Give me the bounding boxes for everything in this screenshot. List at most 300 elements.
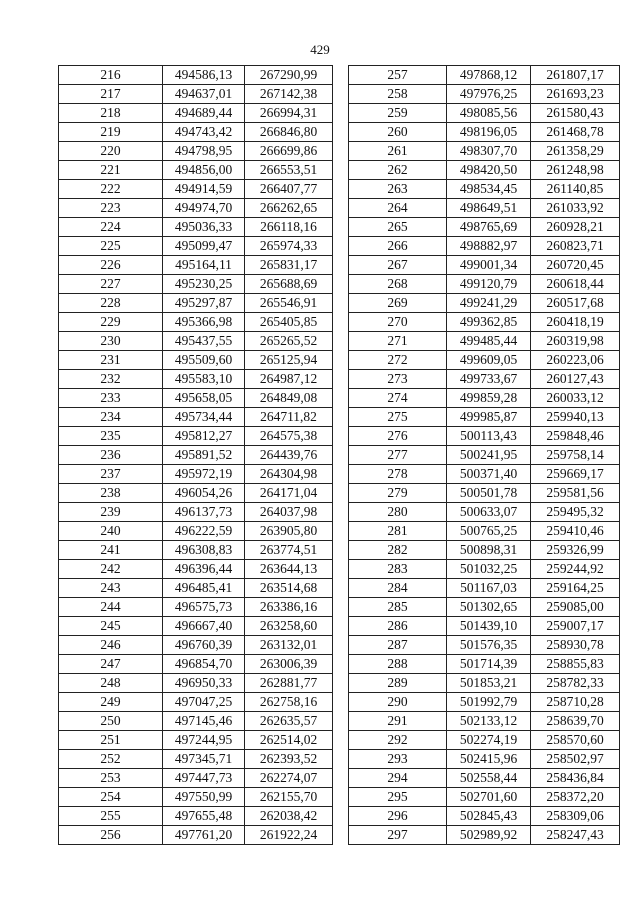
table-row <box>59 617 333 636</box>
x-coordinate-cell: 494914,59 <box>163 180 245 199</box>
x-coordinate-cell: 500371,40 <box>447 465 531 484</box>
point-number-cell: 282 <box>349 541 447 560</box>
table-row <box>349 617 620 636</box>
table-row <box>59 693 333 712</box>
y-coordinate-cell: 259940,13 <box>531 408 620 427</box>
point-number-cell: 255 <box>59 807 163 826</box>
x-coordinate-cell: 498420,50 <box>447 161 531 180</box>
x-coordinate-cell: 495583,10 <box>163 370 245 389</box>
point-number-cell: 259 <box>349 104 447 123</box>
table-row <box>349 636 620 655</box>
table-row <box>349 85 620 104</box>
x-coordinate-cell: 502701,60 <box>447 788 531 807</box>
x-coordinate-cell: 497761,20 <box>163 826 245 845</box>
table-row <box>59 598 333 617</box>
point-number-cell: 272 <box>349 351 447 370</box>
table-row <box>349 275 620 294</box>
table-row <box>349 256 620 275</box>
point-number-cell: 276 <box>349 427 447 446</box>
point-number-cell: 247 <box>59 655 163 674</box>
y-coordinate-cell: 264037,98 <box>245 503 333 522</box>
y-coordinate-cell: 262274,07 <box>245 769 333 788</box>
point-number-cell: 263 <box>349 180 447 199</box>
table-row <box>349 807 620 826</box>
table-row <box>349 408 620 427</box>
point-number-cell: 273 <box>349 370 447 389</box>
y-coordinate-cell: 259164,25 <box>531 579 620 598</box>
table-row <box>59 66 333 85</box>
y-coordinate-cell: 260823,71 <box>531 237 620 256</box>
x-coordinate-cell: 495891,52 <box>163 446 245 465</box>
table-row <box>59 636 333 655</box>
point-number-cell: 293 <box>349 750 447 769</box>
y-coordinate-cell: 261468,78 <box>531 123 620 142</box>
y-coordinate-cell: 264304,98 <box>245 465 333 484</box>
table-row <box>349 731 620 750</box>
table-row <box>59 427 333 446</box>
x-coordinate-cell: 498196,05 <box>447 123 531 142</box>
point-number-cell: 216 <box>59 66 163 85</box>
table-row <box>349 142 620 161</box>
y-coordinate-cell: 265546,91 <box>245 294 333 313</box>
x-coordinate-cell: 495164,11 <box>163 256 245 275</box>
x-coordinate-cell: 501032,25 <box>447 560 531 579</box>
y-coordinate-cell: 260319,98 <box>531 332 620 351</box>
y-coordinate-cell: 261807,17 <box>531 66 620 85</box>
point-number-cell: 280 <box>349 503 447 522</box>
y-coordinate-cell: 259495,32 <box>531 503 620 522</box>
y-coordinate-cell: 262758,16 <box>245 693 333 712</box>
point-number-cell: 260 <box>349 123 447 142</box>
point-number-cell: 284 <box>349 579 447 598</box>
table-row <box>59 199 333 218</box>
y-coordinate-cell: 263386,16 <box>245 598 333 617</box>
x-coordinate-cell: 496485,41 <box>163 579 245 598</box>
y-coordinate-cell: 264987,12 <box>245 370 333 389</box>
point-number-cell: 296 <box>349 807 447 826</box>
y-coordinate-cell: 263905,80 <box>245 522 333 541</box>
table-row <box>59 655 333 674</box>
x-coordinate-cell: 496950,33 <box>163 674 245 693</box>
y-coordinate-cell: 259326,99 <box>531 541 620 560</box>
point-number-cell: 230 <box>59 332 163 351</box>
x-coordinate-cell: 497550,99 <box>163 788 245 807</box>
y-coordinate-cell: 259581,56 <box>531 484 620 503</box>
y-coordinate-cell: 260928,21 <box>531 218 620 237</box>
y-coordinate-cell: 264439,76 <box>245 446 333 465</box>
table-row <box>59 294 333 313</box>
x-coordinate-cell: 498307,70 <box>447 142 531 161</box>
point-number-cell: 268 <box>349 275 447 294</box>
x-coordinate-cell: 497976,25 <box>447 85 531 104</box>
y-coordinate-cell: 266553,51 <box>245 161 333 180</box>
x-coordinate-cell: 494856,00 <box>163 161 245 180</box>
y-coordinate-cell: 263132,01 <box>245 636 333 655</box>
table-row <box>349 693 620 712</box>
point-number-cell: 288 <box>349 655 447 674</box>
x-coordinate-cell: 499609,05 <box>447 351 531 370</box>
point-number-cell: 233 <box>59 389 163 408</box>
point-number-cell: 261 <box>349 142 447 161</box>
x-coordinate-cell: 499241,29 <box>447 294 531 313</box>
point-number-cell: 295 <box>349 788 447 807</box>
page-number: 429 <box>310 42 330 57</box>
point-number-cell: 218 <box>59 104 163 123</box>
x-coordinate-cell: 502989,92 <box>447 826 531 845</box>
point-number-cell: 277 <box>349 446 447 465</box>
table-row <box>349 123 620 142</box>
y-coordinate-cell: 267290,99 <box>245 66 333 85</box>
y-coordinate-cell: 265265,52 <box>245 332 333 351</box>
x-coordinate-cell: 499985,87 <box>447 408 531 427</box>
table-row <box>59 826 333 845</box>
point-number-cell: 278 <box>349 465 447 484</box>
x-coordinate-cell: 495437,55 <box>163 332 245 351</box>
table-row <box>349 769 620 788</box>
y-coordinate-cell: 265831,17 <box>245 256 333 275</box>
x-coordinate-cell: 495658,05 <box>163 389 245 408</box>
x-coordinate-cell: 495812,27 <box>163 427 245 446</box>
x-coordinate-cell: 501167,03 <box>447 579 531 598</box>
table-row <box>59 313 333 332</box>
table-row <box>59 180 333 199</box>
table-row <box>59 788 333 807</box>
y-coordinate-cell: 263514,68 <box>245 579 333 598</box>
y-coordinate-cell: 258710,28 <box>531 693 620 712</box>
y-coordinate-cell: 261580,43 <box>531 104 620 123</box>
table-row <box>349 598 620 617</box>
point-number-cell: 258 <box>349 85 447 104</box>
point-number-cell: 227 <box>59 275 163 294</box>
x-coordinate-cell: 495230,25 <box>163 275 245 294</box>
y-coordinate-cell: 266262,65 <box>245 199 333 218</box>
x-coordinate-cell: 497047,25 <box>163 693 245 712</box>
table-row <box>349 674 620 693</box>
x-coordinate-cell: 496222,59 <box>163 522 245 541</box>
table-row <box>59 256 333 275</box>
x-coordinate-cell: 495297,87 <box>163 294 245 313</box>
point-number-cell: 257 <box>349 66 447 85</box>
y-coordinate-cell: 264575,38 <box>245 427 333 446</box>
y-coordinate-cell: 261693,23 <box>531 85 620 104</box>
x-coordinate-cell: 497145,46 <box>163 712 245 731</box>
point-number-cell: 275 <box>349 408 447 427</box>
y-coordinate-cell: 259007,17 <box>531 617 620 636</box>
x-coordinate-cell: 497868,12 <box>447 66 531 85</box>
point-number-cell: 245 <box>59 617 163 636</box>
table-row <box>59 370 333 389</box>
y-coordinate-cell: 261033,92 <box>531 199 620 218</box>
point-number-cell: 225 <box>59 237 163 256</box>
x-coordinate-cell: 501853,21 <box>447 674 531 693</box>
table-row <box>349 712 620 731</box>
point-number-cell: 244 <box>59 598 163 617</box>
table-row <box>59 218 333 237</box>
x-coordinate-cell: 495509,60 <box>163 351 245 370</box>
y-coordinate-cell: 265125,94 <box>245 351 333 370</box>
table-row <box>59 731 333 750</box>
x-coordinate-cell: 500633,07 <box>447 503 531 522</box>
point-number-cell: 292 <box>349 731 447 750</box>
table-row <box>59 465 333 484</box>
table-row <box>349 104 620 123</box>
x-coordinate-cell: 494689,44 <box>163 104 245 123</box>
point-number-cell: 269 <box>349 294 447 313</box>
x-coordinate-cell: 494743,42 <box>163 123 245 142</box>
y-coordinate-cell: 262514,02 <box>245 731 333 750</box>
x-coordinate-cell: 495366,98 <box>163 313 245 332</box>
y-coordinate-cell: 260127,43 <box>531 370 620 389</box>
point-number-cell: 236 <box>59 446 163 465</box>
x-coordinate-cell: 502558,44 <box>447 769 531 788</box>
x-coordinate-cell: 495036,33 <box>163 218 245 237</box>
y-coordinate-cell: 258570,60 <box>531 731 620 750</box>
x-coordinate-cell: 494586,13 <box>163 66 245 85</box>
y-coordinate-cell: 258309,06 <box>531 807 620 826</box>
y-coordinate-cell: 263258,60 <box>245 617 333 636</box>
x-coordinate-cell: 502845,43 <box>447 807 531 826</box>
point-number-cell: 237 <box>59 465 163 484</box>
y-coordinate-cell: 265688,69 <box>245 275 333 294</box>
point-number-cell: 229 <box>59 313 163 332</box>
point-number-cell: 291 <box>349 712 447 731</box>
y-coordinate-cell: 261358,29 <box>531 142 620 161</box>
x-coordinate-cell: 497345,71 <box>163 750 245 769</box>
y-coordinate-cell: 263774,51 <box>245 541 333 560</box>
point-number-cell: 226 <box>59 256 163 275</box>
point-number-cell: 267 <box>349 256 447 275</box>
point-number-cell: 251 <box>59 731 163 750</box>
table-row <box>59 579 333 598</box>
table-row <box>59 123 333 142</box>
point-number-cell: 234 <box>59 408 163 427</box>
table-row <box>349 427 620 446</box>
table-row <box>349 294 620 313</box>
table-row <box>59 85 333 104</box>
x-coordinate-cell: 498882,97 <box>447 237 531 256</box>
point-number-cell: 297 <box>349 826 447 845</box>
point-number-cell: 222 <box>59 180 163 199</box>
point-number-cell: 242 <box>59 560 163 579</box>
x-coordinate-cell: 499733,67 <box>447 370 531 389</box>
y-coordinate-cell: 262038,42 <box>245 807 333 826</box>
point-number-cell: 265 <box>349 218 447 237</box>
x-coordinate-cell: 497244,95 <box>163 731 245 750</box>
y-coordinate-cell: 260418,19 <box>531 313 620 332</box>
point-number-cell: 287 <box>349 636 447 655</box>
point-number-cell: 262 <box>349 161 447 180</box>
x-coordinate-cell: 497655,48 <box>163 807 245 826</box>
x-coordinate-cell: 495099,47 <box>163 237 245 256</box>
y-coordinate-cell: 265405,85 <box>245 313 333 332</box>
x-coordinate-cell: 498534,45 <box>447 180 531 199</box>
y-coordinate-cell: 258782,33 <box>531 674 620 693</box>
point-number-cell: 274 <box>349 389 447 408</box>
x-coordinate-cell: 500765,25 <box>447 522 531 541</box>
point-number-cell: 270 <box>349 313 447 332</box>
x-coordinate-cell: 498765,69 <box>447 218 531 237</box>
point-number-cell: 246 <box>59 636 163 655</box>
table-row <box>59 807 333 826</box>
table-row <box>349 522 620 541</box>
table-row <box>349 199 620 218</box>
y-coordinate-cell: 260720,45 <box>531 256 620 275</box>
point-number-cell: 279 <box>349 484 447 503</box>
point-number-cell: 290 <box>349 693 447 712</box>
point-number-cell: 253 <box>59 769 163 788</box>
table-row <box>349 237 620 256</box>
table-row <box>349 218 620 237</box>
point-number-cell: 241 <box>59 541 163 560</box>
table-row <box>59 769 333 788</box>
y-coordinate-cell: 265974,33 <box>245 237 333 256</box>
x-coordinate-cell: 496396,44 <box>163 560 245 579</box>
y-coordinate-cell: 259758,14 <box>531 446 620 465</box>
point-number-cell: 220 <box>59 142 163 161</box>
x-coordinate-cell: 501439,10 <box>447 617 531 636</box>
y-coordinate-cell: 266407,77 <box>245 180 333 199</box>
x-coordinate-cell: 500501,78 <box>447 484 531 503</box>
point-number-cell: 231 <box>59 351 163 370</box>
y-coordinate-cell: 260223,06 <box>531 351 620 370</box>
point-number-cell: 238 <box>59 484 163 503</box>
point-number-cell: 249 <box>59 693 163 712</box>
y-coordinate-cell: 260517,68 <box>531 294 620 313</box>
x-coordinate-cell: 498649,51 <box>447 199 531 218</box>
y-coordinate-cell: 262635,57 <box>245 712 333 731</box>
x-coordinate-cell: 494798,95 <box>163 142 245 161</box>
table-row <box>349 180 620 199</box>
table-row <box>59 389 333 408</box>
y-coordinate-cell: 258639,70 <box>531 712 620 731</box>
x-coordinate-cell: 495734,44 <box>163 408 245 427</box>
table-row <box>59 750 333 769</box>
y-coordinate-cell: 262155,70 <box>245 788 333 807</box>
y-coordinate-cell: 262393,52 <box>245 750 333 769</box>
table-row <box>349 560 620 579</box>
table-row <box>59 560 333 579</box>
table-row <box>349 541 620 560</box>
x-coordinate-cell: 494637,01 <box>163 85 245 104</box>
x-coordinate-cell: 496760,39 <box>163 636 245 655</box>
y-coordinate-cell: 266699,86 <box>245 142 333 161</box>
y-coordinate-cell: 261248,98 <box>531 161 620 180</box>
y-coordinate-cell: 264711,82 <box>245 408 333 427</box>
x-coordinate-cell: 500898,31 <box>447 541 531 560</box>
point-number-cell: 266 <box>349 237 447 256</box>
point-number-cell: 232 <box>59 370 163 389</box>
coordinates-table-right <box>348 65 620 845</box>
x-coordinate-cell: 496854,70 <box>163 655 245 674</box>
y-coordinate-cell: 258930,78 <box>531 636 620 655</box>
y-coordinate-cell: 264171,04 <box>245 484 333 503</box>
x-coordinate-cell: 496308,83 <box>163 541 245 560</box>
y-coordinate-cell: 260033,12 <box>531 389 620 408</box>
table-row <box>59 161 333 180</box>
x-coordinate-cell: 502415,96 <box>447 750 531 769</box>
table-row <box>59 332 333 351</box>
y-coordinate-cell: 258372,20 <box>531 788 620 807</box>
table-row <box>59 541 333 560</box>
point-number-cell: 250 <box>59 712 163 731</box>
point-number-cell: 219 <box>59 123 163 142</box>
y-coordinate-cell: 260618,44 <box>531 275 620 294</box>
x-coordinate-cell: 499485,44 <box>447 332 531 351</box>
table-row <box>349 66 620 85</box>
y-coordinate-cell: 258247,43 <box>531 826 620 845</box>
point-number-cell: 228 <box>59 294 163 313</box>
point-number-cell: 243 <box>59 579 163 598</box>
y-coordinate-cell: 267142,38 <box>245 85 333 104</box>
table-row <box>349 465 620 484</box>
table-row <box>59 484 333 503</box>
x-coordinate-cell: 496575,73 <box>163 598 245 617</box>
x-coordinate-cell: 496137,73 <box>163 503 245 522</box>
y-coordinate-cell: 258855,83 <box>531 655 620 674</box>
table-row <box>59 446 333 465</box>
y-coordinate-cell: 258436,84 <box>531 769 620 788</box>
x-coordinate-cell: 502274,19 <box>447 731 531 750</box>
point-number-cell: 271 <box>349 332 447 351</box>
point-number-cell: 283 <box>349 560 447 579</box>
y-coordinate-cell: 258502,97 <box>531 750 620 769</box>
table-row <box>59 522 333 541</box>
x-coordinate-cell: 495972,19 <box>163 465 245 484</box>
table-row <box>349 161 620 180</box>
point-number-cell: 223 <box>59 199 163 218</box>
point-number-cell: 235 <box>59 427 163 446</box>
table-row <box>59 104 333 123</box>
y-coordinate-cell: 259669,17 <box>531 465 620 484</box>
point-number-cell: 217 <box>59 85 163 104</box>
y-coordinate-cell: 263644,13 <box>245 560 333 579</box>
x-coordinate-cell: 501992,79 <box>447 693 531 712</box>
table-row <box>59 408 333 427</box>
x-coordinate-cell: 499362,85 <box>447 313 531 332</box>
x-coordinate-cell: 501714,39 <box>447 655 531 674</box>
x-coordinate-cell: 498085,56 <box>447 104 531 123</box>
x-coordinate-cell: 499001,34 <box>447 256 531 275</box>
y-coordinate-cell: 259848,46 <box>531 427 620 446</box>
table-row <box>349 370 620 389</box>
y-coordinate-cell: 261922,24 <box>245 826 333 845</box>
table-row <box>349 655 620 674</box>
table-row <box>349 389 620 408</box>
y-coordinate-cell: 259410,46 <box>531 522 620 541</box>
point-number-cell: 256 <box>59 826 163 845</box>
x-coordinate-cell: 502133,12 <box>447 712 531 731</box>
y-coordinate-cell: 266846,80 <box>245 123 333 142</box>
point-number-cell: 294 <box>349 769 447 788</box>
x-coordinate-cell: 501302,65 <box>447 598 531 617</box>
point-number-cell: 239 <box>59 503 163 522</box>
x-coordinate-cell: 499859,28 <box>447 389 531 408</box>
x-coordinate-cell: 497447,73 <box>163 769 245 788</box>
point-number-cell: 281 <box>349 522 447 541</box>
table-row <box>349 446 620 465</box>
table-row <box>349 332 620 351</box>
point-number-cell: 289 <box>349 674 447 693</box>
y-coordinate-cell: 264849,08 <box>245 389 333 408</box>
table-row <box>349 579 620 598</box>
x-coordinate-cell: 496054,26 <box>163 484 245 503</box>
y-coordinate-cell: 263006,39 <box>245 655 333 674</box>
y-coordinate-cell: 262881,77 <box>245 674 333 693</box>
point-number-cell: 252 <box>59 750 163 769</box>
table-row <box>349 750 620 769</box>
table-row <box>59 142 333 161</box>
x-coordinate-cell: 500241,95 <box>447 446 531 465</box>
